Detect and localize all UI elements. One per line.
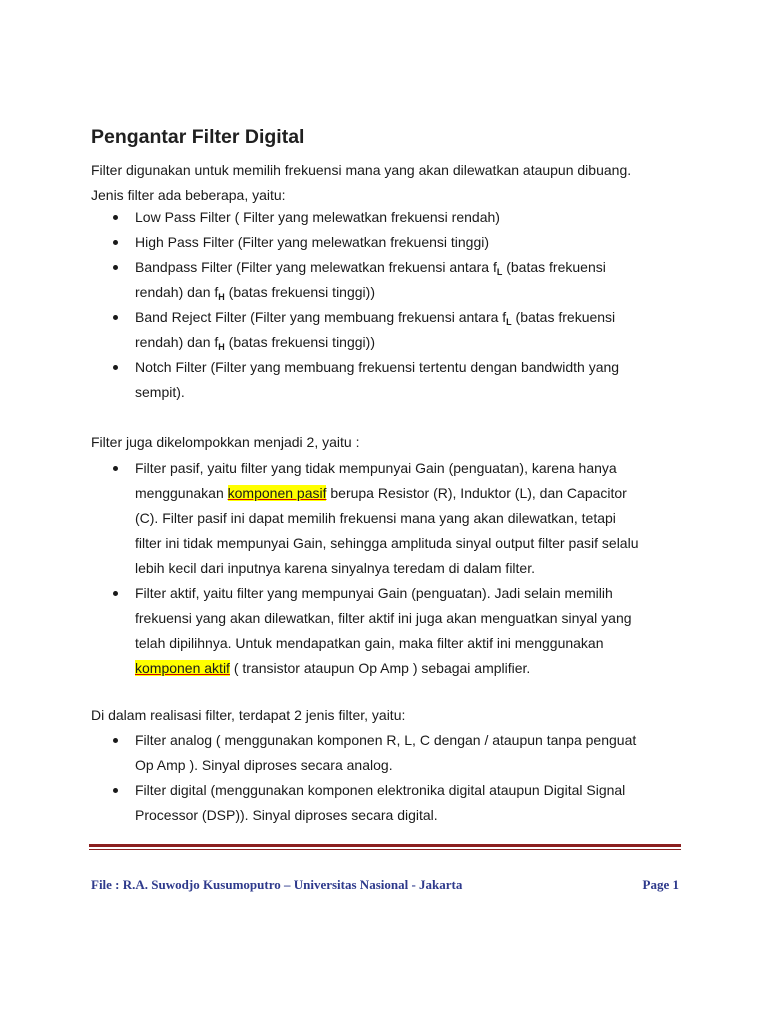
footer-divider [89,844,681,847]
bullet-icon [113,315,118,320]
bullet-icon [113,265,118,270]
list-item: Filter digital (menggunakan komponen elektronika digital ataupun Digital Signal Processor (DSP)). Sinyal diproses secara digital. [91,778,691,828]
highlight-passive-component: komponen pasif [227,485,327,501]
list-item: Notch Filter (Filter yang membuang frekuensi tertentu dengan bandwidth yang sempit). [91,355,691,405]
footer-divider-thin [89,849,681,850]
list-item: Band Reject Filter (Filter yang membuang frekuensi antara $f_L$ (batas frekuensi rendah) dan $f_H$ (batas frekuensi tinggi)) [91,305,691,355]
filter-groups-list [91,456,691,681]
list-item: Low Pass Filter ( Filter yang melewatkan frekuensi rendah) [91,205,691,230]
filter-types-list [91,205,691,405]
page-title: Pengantar Filter Digital [91,126,305,148]
intro-line: Jenis filter ada beberapa, yaitu: [91,187,286,203]
list-item: Bandpass Filter (Filter yang melewatkan frekuensi antara $f_L$ (batas frekuensi rendah) dan $f_H$ (batas frekuensi tinggi)) [91,255,691,305]
list-item: High Pass Filter (Filter yang melewatkan frekuensi tinggi) [91,230,691,255]
groups-intro: Filter juga dikelompokkan menjadi 2, yaitu : [91,434,360,450]
list-item: Filter aktif, yaitu filter yang mempunyai Gain (penguatan). Jadi selain memilih frekuensi yang akan dilewatkan, filter aktif ini juga akan menguatkan sinyal yang telah dipilihnya. Untuk mendapatkan gain, maka filter aktif ini menggunakan komponen aktif ( transistor ataupun Op Amp ) sebagai amplifier. [91,581,691,681]
page-number: Page 1 [642,877,679,892]
realization-intro: Di dalam realisasi filter, terdapat 2 jenis filter, yaitu: [91,707,406,723]
footer-author: File : R.A. Suwodjo Kusumoputro – Universitas Nasional - Jakarta [91,877,463,892]
bullet-icon [113,788,118,793]
intro-paragraph [91,158,691,208]
bullet-icon [113,215,118,220]
bullet-icon [113,591,118,596]
realization-list [91,728,691,828]
bullet-icon [113,240,118,245]
list-item: Filter analog ( menggunakan komponen R, L, C dengan / ataupun tanpa penguat Op Amp ). Sinyal diproses secara analog. [91,728,691,778]
bullet-icon [113,466,118,471]
intro-line: Filter digunakan untuk memilih frekuensi mana yang akan dilewatkan ataupun dibuang. [91,162,632,178]
bullet-icon [113,365,118,370]
list-item: Filter pasif, yaitu filter yang tidak mempunyai Gain (penguatan), karena hanya menggunakan komponen pasif berupa Resistor (R), Induktor (L), dan Capacitor (C). Filter pasif ini dapat memilih frekuensi mana yang akan dilewatkan, tetapi filter ini tidak mempunyai Gain, sehingga amplituda sinyal output filter pasif selalu lebih kecil dari inputnya karena sinyalnya teredam di dalam filter. [91,456,691,581]
bullet-icon [113,738,118,743]
highlight-active-component: komponen aktif [135,660,230,676]
